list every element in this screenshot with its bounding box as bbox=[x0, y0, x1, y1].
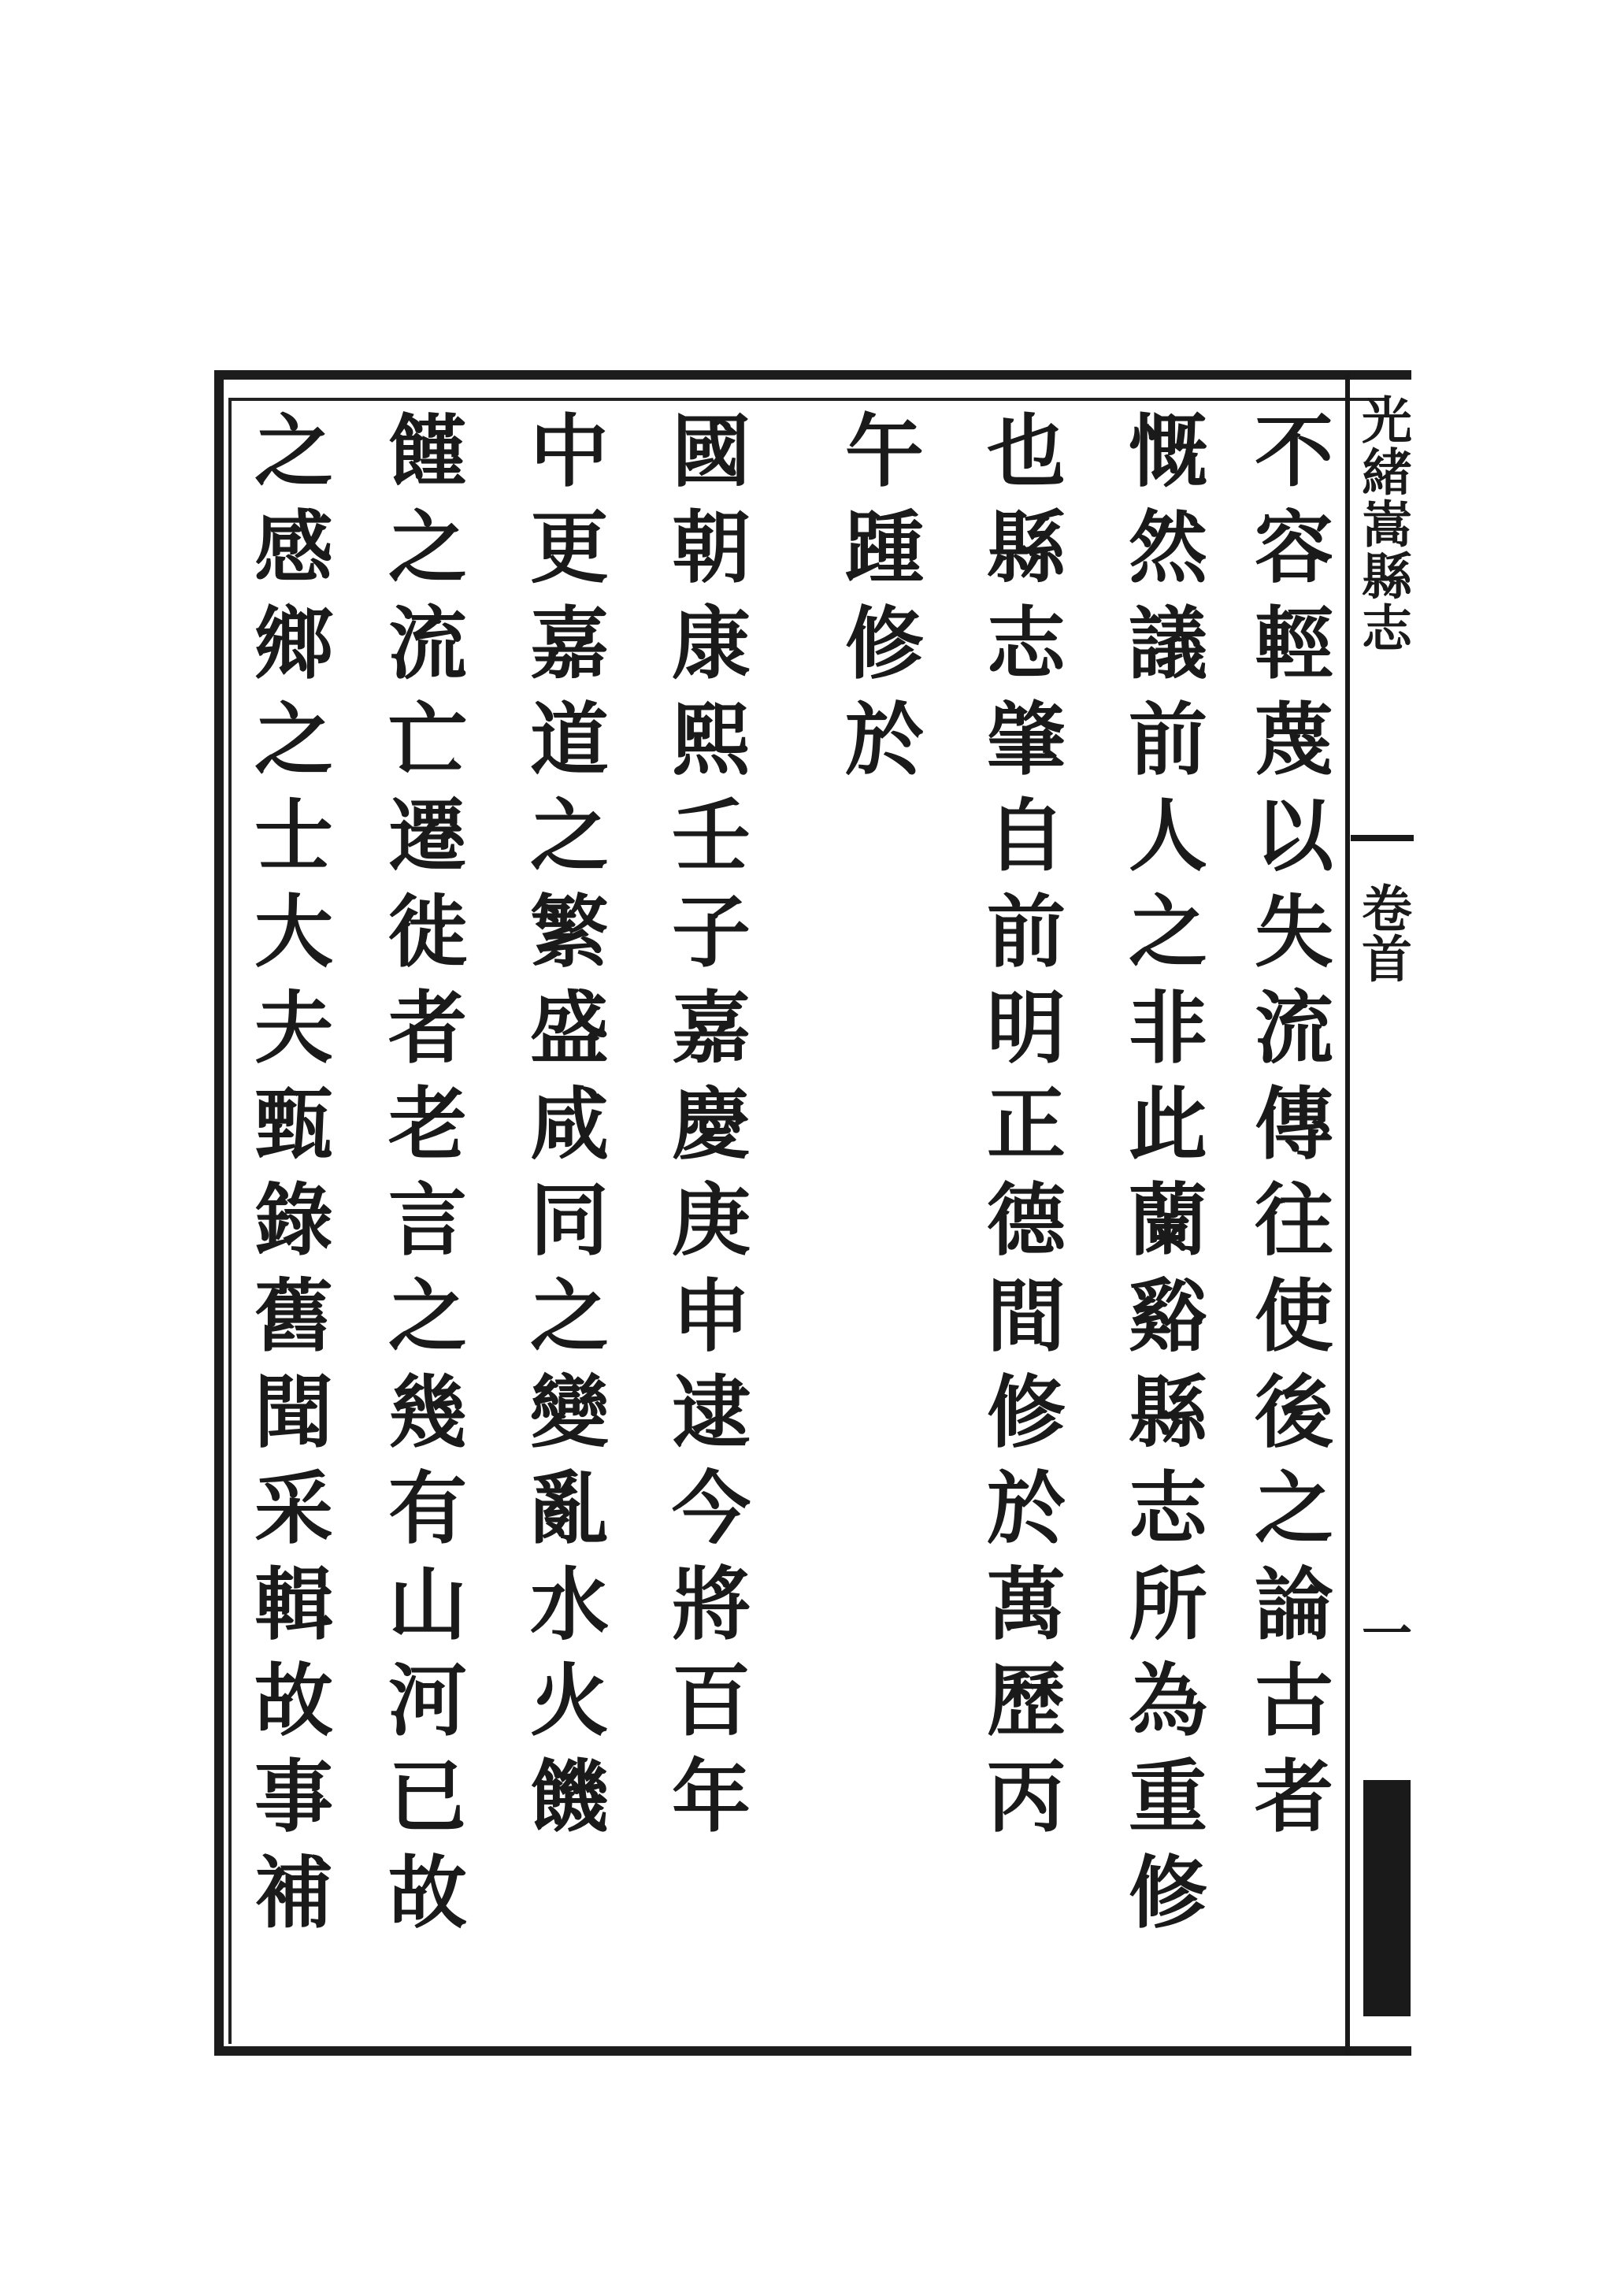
text-column-1: 不容輕蔑以失流傳往使後之論古者 bbox=[1241, 410, 1334, 1851]
text-column-7: 饉之流亡遷徙者老言之幾有山河已故 bbox=[375, 410, 468, 1947]
page-number: 一 bbox=[1353, 1607, 1412, 1657]
fishtail-mark bbox=[1351, 835, 1414, 866]
text-column-4: 午踵修於 bbox=[832, 410, 925, 794]
text-column-3: 也縣志肇自前明正德間修於萬歷丙 bbox=[973, 410, 1066, 1851]
volume-label: 卷首 bbox=[1353, 882, 1412, 983]
text-column-6: 中更嘉道之繁盛咸同之變亂水火饑 bbox=[517, 410, 610, 1851]
text-column-2: 慨然議前人之非此蘭谿縣志所為重修 bbox=[1115, 410, 1208, 1947]
black-bar bbox=[1363, 1780, 1411, 2016]
text-column-5: 國朝康熙壬子嘉慶庚申逮今將百年 bbox=[658, 410, 751, 1851]
margin-rule bbox=[1345, 373, 1350, 2056]
fold-margin bbox=[1351, 378, 1414, 2056]
book-title: 光緒嵩縣志 bbox=[1353, 394, 1412, 654]
text-column-8: 之感鄉之士大夫甄錄舊聞采輯故事補 bbox=[241, 410, 334, 1947]
